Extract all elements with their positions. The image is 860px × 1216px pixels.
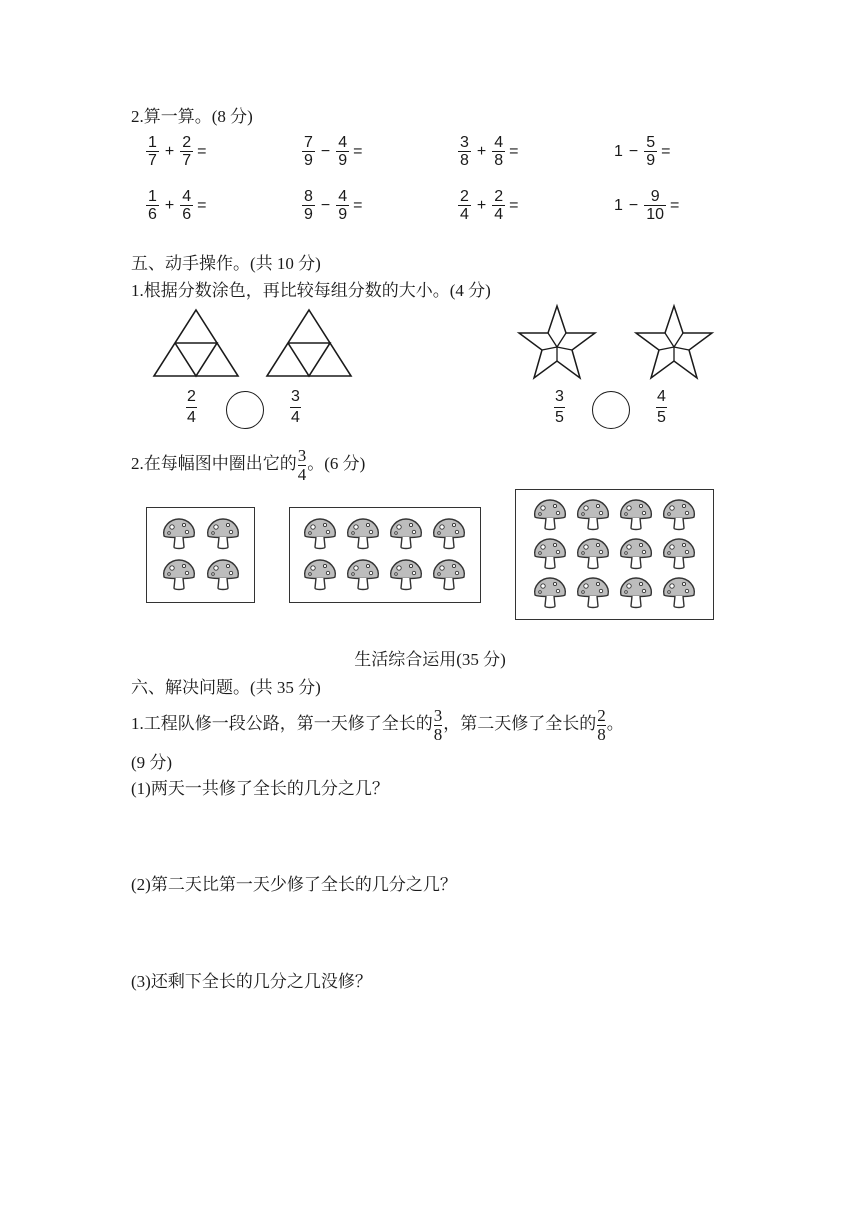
operator: +	[164, 196, 175, 214]
fraction	[146, 134, 159, 169]
fraction-label	[186, 387, 197, 428]
equals-sign: =	[509, 196, 519, 214]
denominator: 8	[494, 152, 504, 169]
denominator: 8	[433, 724, 443, 744]
fraction-label	[656, 387, 667, 428]
equals-sign: =	[661, 142, 671, 160]
compare-circle[interactable]	[226, 391, 264, 429]
calc-expression	[614, 188, 679, 223]
fraction	[458, 134, 471, 169]
fraction	[180, 188, 193, 223]
mushroom-icon	[532, 498, 568, 532]
mushroom-icon	[161, 517, 197, 551]
shading-question-title: 1.根据分数涂色，再比较每组分数的大小。(4 分)	[131, 281, 491, 300]
denominator: 10	[646, 206, 665, 223]
mushroom-icon	[431, 558, 467, 592]
circle-question-title	[131, 444, 365, 484]
calc-expression	[302, 188, 363, 223]
sub-question-1: (1)两天一共修了全长的几分之几？	[131, 779, 389, 798]
fraction	[644, 134, 657, 169]
star-figure-right	[632, 303, 716, 383]
denominator: 9	[304, 206, 313, 223]
denominator: 4	[460, 206, 469, 223]
mushroom-icon	[205, 517, 241, 551]
fraction	[146, 188, 159, 223]
mushroom-icon	[661, 576, 697, 610]
mushroom-icon	[618, 498, 654, 532]
mushroom-icon	[205, 558, 241, 592]
numerator: 8	[304, 188, 313, 205]
numerator: 2	[597, 705, 606, 725]
mushroom-icon	[575, 498, 611, 532]
numerator: 4	[494, 134, 504, 151]
operator: −	[320, 142, 331, 160]
mushroom-icon	[161, 558, 197, 592]
mushroom-icon	[661, 498, 697, 532]
triangle-figure-left	[150, 306, 242, 380]
whole-number: 1	[614, 196, 623, 214]
denominator: 7	[182, 152, 192, 169]
question-text: 1.工程队修一段公路，第一天修了全长的	[131, 714, 433, 733]
denominator: 8	[597, 724, 606, 744]
numerator: 3	[291, 388, 300, 405]
numerator: 2	[187, 388, 196, 405]
denominator: 6	[148, 206, 157, 223]
star-figure-left	[515, 303, 599, 383]
equals-sign: =	[670, 196, 680, 214]
question-text: 2.在每幅图中圈出它的	[131, 454, 297, 473]
fraction	[597, 707, 606, 744]
numerator: 4	[338, 188, 348, 205]
numerator: 2	[494, 188, 504, 205]
numerator: 5	[646, 134, 656, 151]
mushroom-icon	[388, 517, 424, 551]
fraction	[492, 188, 505, 223]
numerator: 1	[148, 134, 157, 151]
denominator: 6	[182, 206, 192, 223]
numerator: 9	[650, 188, 660, 205]
numerator: 4	[182, 188, 192, 205]
calc-question-title: 2.算一算。(8 分)	[131, 107, 253, 126]
fraction	[302, 188, 315, 223]
question-text: ，第二天修了全长的	[443, 714, 597, 733]
numerator: 1	[148, 188, 157, 205]
mushroom-box-4[interactable]	[146, 507, 255, 603]
mushroom-icon	[302, 517, 338, 551]
mushroom-icon	[431, 517, 467, 551]
fraction	[644, 188, 666, 223]
mushroom-icon	[575, 537, 611, 571]
operator: −	[628, 196, 639, 214]
equals-sign: =	[197, 142, 207, 160]
section-five-title: 五、动手操作。(共 10 分)	[131, 254, 321, 273]
calc-expression	[146, 188, 207, 223]
mushroom-icon	[532, 537, 568, 571]
numerator: 4	[657, 388, 666, 405]
mushroom-icon	[575, 576, 611, 610]
question-points: (9 分)	[131, 753, 173, 772]
mushroom-icon	[618, 537, 654, 571]
fraction	[298, 447, 307, 484]
fraction-label	[554, 387, 565, 428]
equals-sign: =	[353, 196, 363, 214]
denominator: 7	[148, 152, 157, 169]
numerator: 4	[338, 134, 348, 151]
calc-expression	[146, 134, 207, 169]
calc-expression	[458, 188, 519, 223]
sub-question-3: (3)还剩下全长的几分之几没修？	[131, 972, 372, 991]
question-text: 。(6 分)	[307, 454, 366, 473]
denominator: 4	[297, 464, 307, 484]
fraction	[336, 188, 349, 223]
denominator: 9	[304, 152, 313, 169]
mushroom-icon	[618, 576, 654, 610]
question-text: 。	[606, 714, 624, 733]
numerator: 3	[555, 388, 564, 405]
denominator: 4	[291, 409, 300, 426]
equals-sign: =	[353, 142, 363, 160]
fraction	[458, 188, 471, 223]
numerator: 3	[460, 134, 469, 151]
denominator: 4	[187, 409, 196, 426]
numerator: 2	[182, 134, 192, 151]
equals-sign: =	[197, 196, 207, 214]
fraction	[336, 134, 349, 169]
whole-number: 1	[614, 142, 623, 160]
denominator: 5	[555, 409, 564, 426]
operator: −	[320, 196, 331, 214]
section-six-title: 六、解决问题。(共 35 分)	[131, 678, 321, 697]
numerator: 2	[460, 188, 469, 205]
equals-sign: =	[509, 142, 519, 160]
fraction	[492, 134, 505, 169]
numerator: 7	[304, 134, 313, 151]
fraction	[302, 134, 315, 169]
fraction	[180, 134, 193, 169]
compare-circle[interactable]	[592, 391, 630, 429]
mushroom-icon	[345, 517, 381, 551]
mushroom-icon	[532, 576, 568, 610]
operator: +	[164, 142, 175, 160]
denominator: 9	[338, 152, 348, 169]
denominator: 4	[494, 206, 504, 223]
part-title: 生活综合运用(35 分)	[354, 650, 506, 669]
denominator: 9	[338, 206, 348, 223]
calc-expression	[458, 134, 519, 169]
operator: −	[628, 142, 639, 160]
denominator: 9	[646, 152, 656, 169]
mushroom-icon	[345, 558, 381, 592]
denominator: 5	[657, 409, 666, 426]
road-problem-text	[131, 702, 624, 746]
mushroom-box-8[interactable]	[289, 507, 481, 603]
mushroom-icon	[661, 537, 697, 571]
triangle-figure-right	[263, 306, 355, 380]
fraction	[434, 707, 443, 744]
operator: +	[476, 142, 487, 160]
numerator: 3	[433, 705, 443, 725]
mushroom-icon	[388, 558, 424, 592]
sub-question-2: (2)第二天比第一天少修了全长的几分之几？	[131, 875, 457, 894]
mushroom-icon	[302, 558, 338, 592]
fraction-label	[290, 387, 301, 428]
denominator: 8	[460, 152, 469, 169]
calc-expression	[614, 134, 671, 169]
calc-expression	[302, 134, 363, 169]
operator: +	[476, 196, 487, 214]
mushroom-box-12[interactable]	[515, 489, 714, 620]
numerator: 3	[297, 445, 307, 465]
